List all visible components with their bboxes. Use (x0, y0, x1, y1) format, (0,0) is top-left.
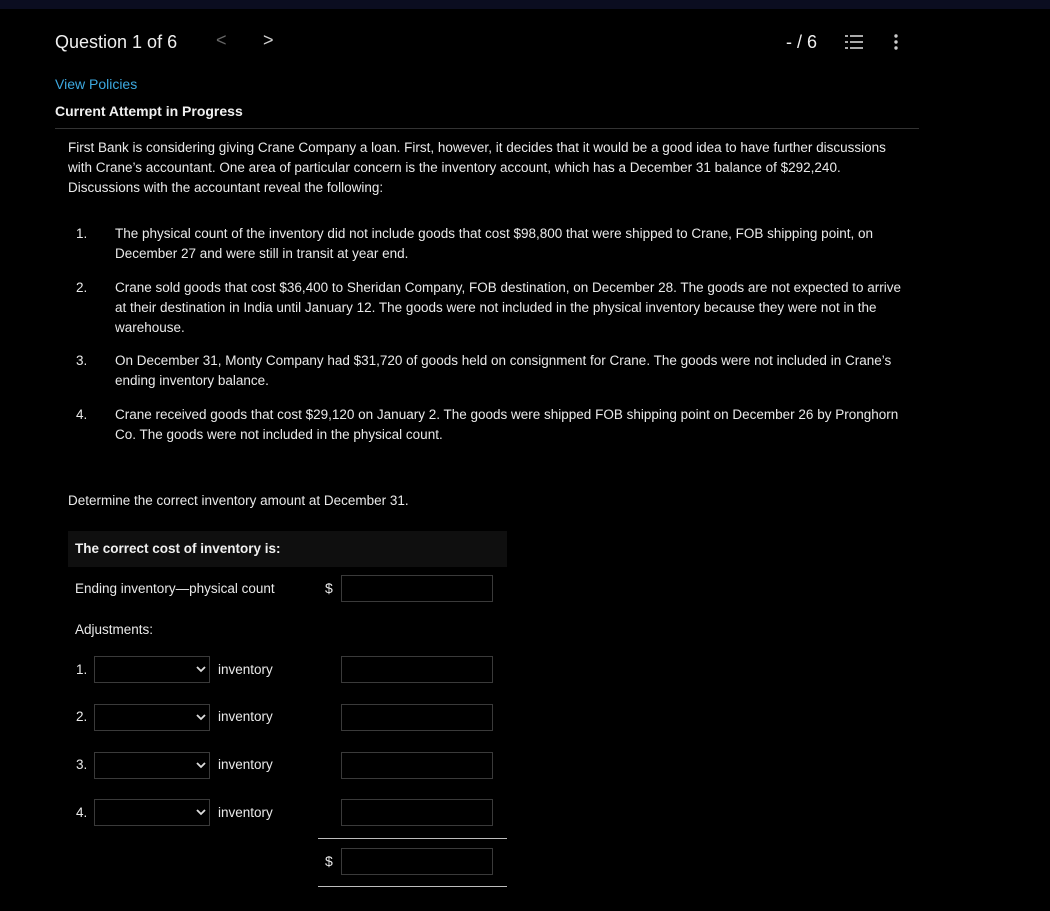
adjustment-4-select[interactable] (94, 799, 210, 826)
instruction-text: Determine the correct inventory amount at December 31. (68, 493, 409, 508)
adjustment-suffix: inventory (218, 757, 273, 772)
adjustments-label: Adjustments: (75, 622, 154, 637)
chevron-down-icon (196, 712, 206, 722)
top-color-bar (0, 0, 1050, 9)
answer-table-header (68, 531, 507, 567)
adjustment-number: 3. (76, 757, 88, 772)
view-policies-link[interactable]: View Policies (55, 76, 138, 92)
adjustment-1-amount-input[interactable] (341, 656, 493, 683)
total-rule-bottom (318, 886, 507, 887)
physical-count-input[interactable] (341, 575, 493, 602)
chevron-down-icon (196, 760, 206, 770)
next-question-button[interactable]: > (263, 30, 274, 50)
list-item-number: 4. (76, 407, 88, 422)
question-counter: Question 1 of 6 (55, 32, 178, 52)
adjustment-2-select[interactable] (94, 704, 210, 731)
list-item-number: 3. (76, 353, 88, 368)
adjustment-number: 4. (76, 805, 88, 820)
problem-intro: First Bank is considering giving Crane Company a loan. First, however, it decides that it would be a good idea to have further discussions with Crane’s accountant. One area of particular concern is the inventory account, which has a December 31 balance of $292,240. Discussions with the accountant reveal the following: (68, 140, 886, 195)
score-display: - / 6 (786, 32, 818, 52)
adjustment-suffix: inventory (218, 709, 273, 724)
list-item-text: Crane sold goods that cost $36,400 to Sheridan Company, FOB destination, on December 28. The goods are not expected to arrive at their destination in India until January 12. The goods were not included in the physical inventory because they were not in the warehouse. (115, 280, 901, 335)
dollar-sign: $ (325, 580, 333, 596)
question-list-icon[interactable] (845, 33, 863, 51)
dollar-sign: $ (325, 853, 333, 869)
physical-count-label: Ending inventory—physical count (75, 581, 275, 596)
adjustment-1-select[interactable] (94, 656, 210, 683)
adjustment-3-select[interactable] (94, 752, 210, 779)
more-options-icon[interactable] (889, 33, 903, 51)
list-item-text: On December 31, Monty Company had $31,720 of goods held on consignment for Crane. The goods were not included in Crane’s ending inventory balance. (115, 353, 892, 388)
adjustment-2-amount-input[interactable] (341, 704, 493, 731)
list-item-number: 1. (76, 226, 88, 241)
chevron-down-icon (196, 664, 206, 674)
chevron-down-icon (196, 807, 206, 817)
total-rule-top (318, 838, 507, 839)
adjustment-suffix: inventory (218, 662, 273, 677)
adjustment-number: 1. (76, 662, 88, 677)
answer-table-title: The correct cost of inventory is: (75, 541, 281, 556)
header-divider (55, 128, 919, 129)
adjustment-suffix: inventory (218, 805, 273, 820)
list-item-number: 2. (76, 280, 88, 295)
adjustment-3-amount-input[interactable] (341, 752, 493, 779)
correct-inventory-total-input[interactable] (341, 848, 493, 875)
previous-question-button[interactable]: < (216, 30, 227, 50)
adjustment-4-amount-input[interactable] (341, 799, 493, 826)
list-item-text: Crane received goods that cost $29,120 on January 2. The goods were shipped FOB shipping point on December 26 by Pronghorn Co. The goods were not included in the physical count. (115, 407, 899, 442)
list-item-text: The physical count of the inventory did not include goods that cost $98,800 that were shipped to Crane, FOB shipping point, on December 27 and were still in transit at year end. (115, 226, 873, 261)
adjustment-number: 2. (76, 709, 88, 724)
attempt-status: Current Attempt in Progress (55, 103, 243, 119)
